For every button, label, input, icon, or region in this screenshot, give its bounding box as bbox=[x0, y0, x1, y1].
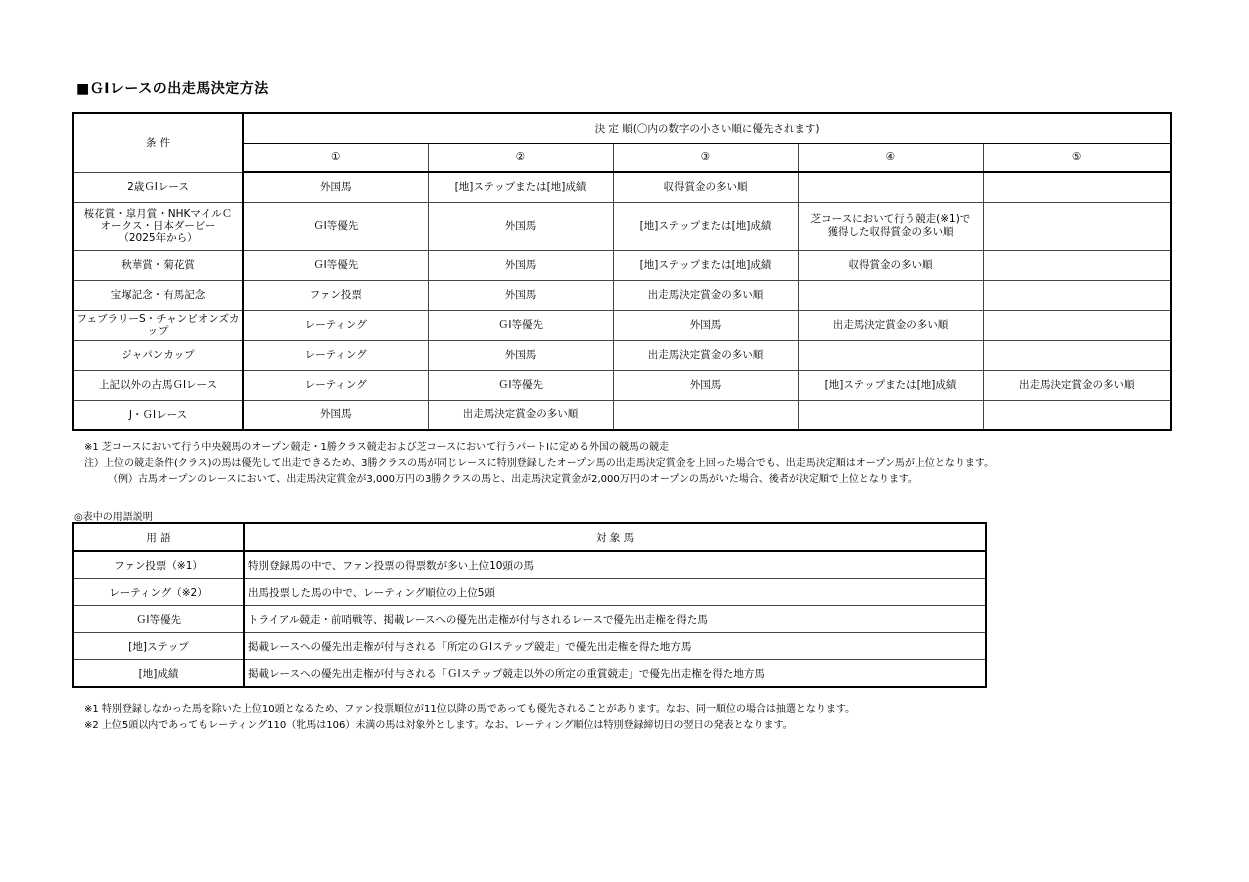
order-cell-1: レーティング bbox=[243, 370, 428, 400]
order-cell-1: 外国馬 bbox=[243, 172, 428, 202]
order-cell-5 bbox=[983, 280, 1171, 310]
order-cell-3: 出走馬決定賞金の多い順 bbox=[613, 340, 798, 370]
condition-header: 条 件 bbox=[73, 113, 243, 172]
race-condition-line: ジャパンカップ bbox=[121, 349, 195, 361]
order-cell-5: 出走馬決定賞金の多い順 bbox=[983, 370, 1171, 400]
term-row bbox=[73, 660, 986, 688]
race-row bbox=[73, 250, 1171, 280]
order-cell-1: ＧⅠ等優先 bbox=[243, 250, 428, 280]
term-row bbox=[73, 551, 986, 579]
term-name: [地]ステップ bbox=[73, 633, 244, 660]
race-row bbox=[73, 202, 1171, 250]
race-condition-label bbox=[73, 400, 243, 430]
race-condition-line: （2025年から） bbox=[118, 232, 198, 244]
note-class-priority: 注）上位の競走条件(クラス)の馬は優先して出走できるため、3勝クラスの馬が同じレースに特別登録したオープン馬の出走馬決定賞金を上回った場合でも、出走馬決定順はオープン馬が上位となります。 bbox=[84, 458, 995, 469]
race-condition-line: 上記以外の古馬ＧⅠレース bbox=[98, 379, 218, 391]
order-cell-4 bbox=[798, 172, 983, 202]
order-cell-1: レーティング bbox=[243, 310, 428, 340]
race-condition-line: J・ＧⅠレース bbox=[128, 408, 188, 421]
order-cell-3: 外国馬 bbox=[613, 370, 798, 400]
race-condition-label bbox=[73, 250, 243, 280]
order-cell-4 bbox=[798, 280, 983, 310]
note-turf-races: ※1 芝コースにおいて行う中央競馬のオープン競走・1勝クラス競走および芝コースにおいて行うパートⅠに定める外国の競馬の競走 bbox=[84, 442, 670, 453]
order-cell-1: ＧⅠ等優先 bbox=[243, 202, 428, 250]
race-condition-line: 宝塚記念・有馬記念 bbox=[110, 289, 206, 301]
note-rating: ※2 上位5頭以内であってもレーティング110（牝馬は106）未満の馬は対象外とします。なお、レーティング順位は特別登録締切日の翌日の発表となります。 bbox=[84, 720, 793, 731]
target-header: 対 象 馬 bbox=[244, 523, 986, 551]
race-row bbox=[73, 400, 1171, 430]
term-description: トライアル競走・前哨戦等、掲載レースへの優先出走権が付与されるレースで優先出走権を得た馬 bbox=[244, 606, 986, 633]
order-cell-2: ＧⅠ等優先 bbox=[428, 370, 613, 400]
order-cell-3: 出走馬決定賞金の多い順 bbox=[613, 280, 798, 310]
order-cell-5 bbox=[983, 250, 1171, 280]
race-condition-line: フェブラリーS・チャンピオンズカップ bbox=[76, 313, 240, 337]
order-cell-2: 出走馬決定賞金の多い順 bbox=[428, 400, 613, 430]
race-condition-label bbox=[73, 202, 243, 250]
rank-header-3: ③ bbox=[613, 143, 798, 172]
order-cell-5 bbox=[983, 400, 1171, 430]
race-condition-label bbox=[73, 340, 243, 370]
page-title: ■ＧⅠレースの出走馬決定方法 bbox=[76, 81, 269, 97]
race-condition-line: 桜花賞・皐月賞・NHKマイルＣ bbox=[83, 208, 233, 220]
order-cell-3: 外国馬 bbox=[613, 310, 798, 340]
term-row bbox=[73, 606, 986, 633]
order-cell-4 bbox=[798, 400, 983, 430]
order-cell-4: 芝コースにおいて行う競走(※1)で 獲得した収得賞金の多い順 bbox=[798, 202, 983, 250]
term-row bbox=[73, 633, 986, 660]
race-rows bbox=[73, 172, 1171, 430]
term-rows bbox=[73, 551, 986, 687]
order-cell-3 bbox=[613, 400, 798, 430]
term-notes bbox=[84, 702, 855, 734]
order-cell-1: レーティング bbox=[243, 340, 428, 370]
rank-header-4: ④ bbox=[798, 143, 983, 172]
race-row bbox=[73, 310, 1171, 340]
race-condition-label bbox=[73, 172, 243, 202]
order-cell-4 bbox=[798, 340, 983, 370]
term-name: [地]成績 bbox=[73, 660, 244, 688]
rank-header-5: ⑤ bbox=[983, 143, 1171, 172]
order-cell-2: [地]ステップまたは[地]成績 bbox=[428, 172, 613, 202]
race-condition-label bbox=[73, 310, 243, 340]
rank-header-2: ② bbox=[428, 143, 613, 172]
term-explanation-table bbox=[72, 522, 987, 688]
order-cell-5 bbox=[983, 310, 1171, 340]
order-cell-2: ＧⅠ等優先 bbox=[428, 310, 613, 340]
race-condition-label bbox=[73, 370, 243, 400]
order-cell-1: 外国馬 bbox=[243, 400, 428, 430]
main-notes bbox=[84, 440, 994, 488]
term-name: ファン投票（※1） bbox=[73, 551, 244, 579]
order-cell-3: [地]ステップまたは[地]成績 bbox=[613, 202, 798, 250]
race-row bbox=[73, 280, 1171, 310]
race-row bbox=[73, 370, 1171, 400]
order-header: 決 定 順(〇内の数字の小さい順に優先されます) bbox=[243, 113, 1171, 143]
note-fan-vote: ※1 特別登録しなかった馬を除いた上位10頭となるため、ファン投票順位が11位以降の馬であっても優先されることがあります。なお、同一順位の場合は抽選となります。 bbox=[84, 704, 856, 715]
note-example: （例）古馬オープンのレースにおいて、出走馬決定賞金が3,000万円の3勝クラスの馬と、出走馬決定賞金が2,000万円のオープンの馬がいた場合、後者が決定順で上位となります。 bbox=[108, 474, 919, 485]
order-cell-5 bbox=[983, 340, 1171, 370]
order-cell-2: 外国馬 bbox=[428, 250, 613, 280]
term-row bbox=[73, 579, 986, 606]
term-name: レーティング（※2） bbox=[73, 579, 244, 606]
order-cell-5 bbox=[983, 202, 1171, 250]
order-cell-2: 外国馬 bbox=[428, 340, 613, 370]
term-table-caption: ◎表中の用語説明 bbox=[74, 512, 153, 523]
order-cell-1: ファン投票 bbox=[243, 280, 428, 310]
term-description: 掲載レースへの優先出走権が付与される「所定のＧⅠステップ競走」で優先出走権を得た地方馬 bbox=[244, 633, 986, 660]
order-cell-4: [地]ステップまたは[地]成績 bbox=[798, 370, 983, 400]
rank-header-1: ① bbox=[243, 143, 428, 172]
order-cell-3: 収得賞金の多い順 bbox=[613, 172, 798, 202]
race-row bbox=[73, 172, 1171, 202]
race-condition-label bbox=[73, 280, 243, 310]
order-cell-5 bbox=[983, 172, 1171, 202]
order-cell-2: 外国馬 bbox=[428, 202, 613, 250]
term-name: ＧⅠ等優先 bbox=[73, 606, 244, 633]
term-description: 掲載レースへの優先出走権が付与される「ＧⅠステップ競走以外の所定の重賞競走」で優先出走権を得た地方馬 bbox=[244, 660, 986, 688]
race-row bbox=[73, 340, 1171, 370]
term-description: 出馬投票した馬の中で、レーティング順位の上位5頭 bbox=[244, 579, 986, 606]
term-description: 特別登録馬の中で、ファン投票の得票数が多い上位10頭の馬 bbox=[244, 551, 986, 579]
entry-determination-table bbox=[72, 112, 1172, 431]
order-cell-4: 収得賞金の多い順 bbox=[798, 250, 983, 280]
race-condition-line: オークス・日本ダービー bbox=[100, 220, 216, 232]
order-cell-2: 外国馬 bbox=[428, 280, 613, 310]
term-header: 用 語 bbox=[73, 523, 244, 551]
race-condition-line: 2歳ＧⅠレース bbox=[127, 181, 189, 193]
race-condition-line: 秋華賞・菊花賞 bbox=[121, 259, 195, 271]
order-cell-3: [地]ステップまたは[地]成績 bbox=[613, 250, 798, 280]
order-cell-4: 出走馬決定賞金の多い順 bbox=[798, 310, 983, 340]
